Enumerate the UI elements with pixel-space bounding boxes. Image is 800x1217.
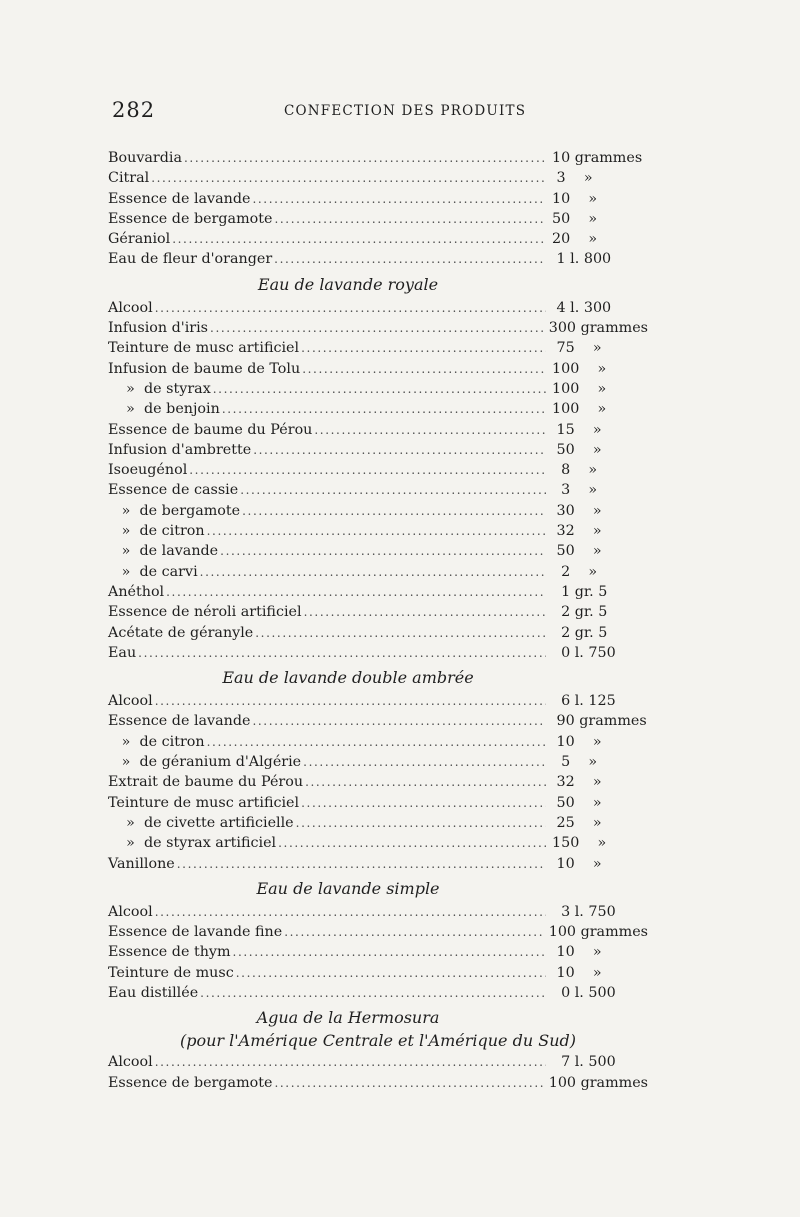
ingredient-quantity: 15 »	[552, 421, 602, 438]
ingredient-row	[108, 399, 648, 419]
dot-leader	[240, 480, 546, 500]
ingredient-name: Teinture de musc	[108, 964, 234, 981]
ingredient-quantity: 20 »	[552, 231, 598, 248]
ingredient-name: Infusion d'ambrette	[108, 441, 252, 458]
ingredient-row	[108, 379, 648, 399]
ingredient-quantity: 50 »	[552, 210, 598, 227]
ingredient-name: Acétate de géranyle	[108, 624, 254, 641]
ingredient-name: Essence de néroli artificiel	[108, 604, 302, 621]
ingredient-row	[108, 833, 648, 853]
ingredient-row	[108, 501, 648, 521]
ingredient-name: Essence de bergamote	[108, 210, 273, 227]
ingredient-name: Alcool	[108, 903, 153, 920]
ingredient-name: Vanillone	[108, 855, 175, 872]
dot-leader	[284, 922, 543, 942]
ingredient-quantity: 32 »	[552, 523, 602, 540]
recipe-title: Eau de lavande royale	[257, 274, 439, 294]
ingredient-quantity: 10 grammes	[552, 150, 643, 166]
ingredient-name: » de styrax	[108, 380, 211, 397]
ingredient-name: Alcool	[108, 299, 153, 316]
ingredient-row	[108, 541, 648, 561]
dot-leader	[236, 963, 546, 983]
ingredient-row	[108, 602, 648, 622]
ingredient-quantity: 50 »	[552, 794, 602, 811]
recipe-title: Eau de lavande simple	[256, 878, 440, 898]
ingredient-name: Géraniol	[108, 231, 171, 248]
ingredient-quantity: 10 »	[552, 944, 602, 961]
ingredient-quantity: 50 »	[552, 543, 602, 560]
recipe-list	[108, 148, 648, 1093]
dot-leader	[220, 541, 546, 561]
page-number: 282	[112, 98, 156, 122]
ingredient-quantity: 25 »	[552, 814, 602, 831]
ingredient-name: Essence de cassie	[108, 482, 239, 499]
ingredient-quantity: 300 grammes	[548, 320, 648, 337]
ingredient-name: » de carvi	[108, 563, 198, 580]
ingredient-name: Infusion de baume de Tolu	[108, 360, 301, 377]
ingredient-quantity: 100 grammes	[548, 924, 648, 941]
dot-leader	[151, 168, 546, 188]
ingredient-name: » de bergamote	[108, 502, 241, 519]
dot-leader	[155, 691, 546, 711]
dot-leader	[303, 752, 546, 772]
recipe-title: Eau de lavande double ambrée	[222, 668, 474, 688]
ingredient-name: Essence de bergamote	[108, 1074, 273, 1091]
ingredient-row	[108, 460, 648, 480]
ingredient-name: Alcool	[108, 1054, 153, 1071]
ingredient-row	[108, 318, 648, 338]
ingredient-quantity: 10 »	[552, 733, 602, 750]
dot-leader	[314, 420, 546, 440]
ingredient-name: Isoeugénol	[108, 462, 188, 479]
dot-leader	[274, 209, 546, 229]
dot-leader	[233, 942, 546, 962]
ingredient-name: Bouvardia	[108, 150, 183, 166]
ingredient-name: » de géranium d'Algérie	[108, 754, 302, 771]
ingredient-row	[108, 772, 648, 792]
ingredient-quantity: 2 gr. 5	[552, 624, 608, 641]
ingredient-name: » de civette artificielle	[108, 814, 294, 831]
dot-leader	[304, 602, 546, 622]
dot-leader	[274, 1073, 542, 1093]
ingredient-row	[108, 1052, 648, 1072]
dot-leader	[184, 148, 546, 168]
ingredient-row	[108, 249, 648, 269]
ingredient-row	[108, 902, 648, 922]
dot-leader	[210, 318, 543, 338]
dot-leader	[255, 623, 546, 643]
ingredient-name: Essence de lavande fine	[108, 924, 283, 941]
ingredient-name: Essence de baume du Pérou	[108, 421, 313, 438]
dot-leader	[155, 298, 546, 318]
recipe-title: Agua de la Hermosura	[256, 1008, 440, 1028]
ingredient-row	[108, 963, 648, 983]
ingredient-quantity: 8 »	[552, 462, 598, 479]
ingredient-quantity: 10 »	[552, 855, 602, 872]
ingredient-row	[108, 148, 648, 168]
dot-leader	[155, 1052, 546, 1072]
running-title: CONFECTION DES PRODUITS	[284, 103, 527, 119]
ingredient-row	[108, 623, 648, 643]
ingredient-quantity: 3 »	[552, 482, 598, 499]
dot-leader	[207, 732, 546, 752]
ingredient-name: Essence de thym	[108, 944, 231, 961]
ingredient-quantity: 1 gr. 5	[552, 583, 608, 600]
ingredient-quantity: 100 »	[552, 380, 607, 397]
ingredient-row	[108, 229, 648, 249]
ingredient-row	[108, 440, 648, 460]
ingredient-name: Infusion d'iris	[108, 320, 209, 337]
ingredient-name: Alcool	[108, 693, 153, 710]
dot-leader	[252, 189, 546, 209]
dot-leader	[301, 338, 546, 358]
ingredient-row	[108, 338, 648, 358]
ingredient-row	[108, 420, 648, 440]
ingredient-name: Anéthol	[108, 583, 165, 600]
ingredient-quantity: 2 gr. 5	[552, 604, 608, 621]
ingredient-quantity: 5 »	[552, 754, 598, 771]
ingredient-row	[108, 691, 648, 711]
ingredient-quantity: 6 l. 125	[552, 693, 616, 710]
ingredient-quantity: 7 l. 500	[552, 1054, 616, 1071]
ingredient-name: Teinture de musc artificiel	[108, 340, 300, 357]
dot-leader	[222, 399, 546, 419]
ingredient-row	[108, 521, 648, 541]
dot-leader	[274, 249, 546, 269]
ingredient-row	[108, 793, 648, 813]
ingredient-quantity: 1 l. 800	[552, 251, 612, 268]
ingredient-name: Teinture de musc artificiel	[108, 794, 300, 811]
ingredient-name: » de citron	[108, 523, 205, 540]
ingredient-row	[108, 168, 648, 188]
ingredient-name: Eau distillée	[108, 984, 199, 1001]
ingredient-quantity: 3 »	[552, 170, 593, 187]
dot-leader	[278, 833, 546, 853]
ingredient-name: » de citron	[108, 733, 205, 750]
ingredient-quantity: 32 »	[552, 774, 602, 791]
recipe-subtitle: (pour l'Amérique Centrale et l'Amérique du Sud)	[180, 1031, 576, 1051]
ingredient-name: » de styrax artificiel	[108, 835, 277, 852]
ingredient-row	[108, 942, 648, 962]
dot-leader	[305, 772, 546, 792]
ingredient-row	[108, 854, 648, 874]
ingredient-name: Eau de fleur d'oranger	[108, 251, 273, 268]
ingredient-row	[108, 643, 648, 663]
ingredient-quantity: 0 l. 750	[552, 644, 616, 661]
ingredient-quantity: 30 »	[552, 502, 602, 519]
ingredient-quantity: 0 l. 500	[552, 984, 616, 1001]
ingredient-quantity: 100 »	[552, 401, 607, 418]
ingredient-row	[108, 983, 648, 1003]
ingredient-row	[108, 922, 648, 942]
dot-leader	[200, 562, 546, 582]
dot-leader	[253, 440, 546, 460]
ingredient-name: » de benjoin	[108, 401, 220, 418]
dot-leader	[296, 813, 546, 833]
ingredient-name: Citral	[108, 170, 150, 187]
page-header	[112, 98, 644, 124]
ingredient-name: » de lavande	[108, 543, 219, 560]
ingredient-quantity: 90 grammes	[552, 713, 647, 730]
ingredient-name: Extrait de baume du Pérou	[108, 774, 304, 791]
ingredient-row	[108, 813, 648, 833]
dot-leader	[207, 521, 546, 541]
ingredient-quantity: 4 l. 300	[552, 299, 612, 316]
dot-leader	[242, 501, 546, 521]
ingredient-row	[108, 1073, 648, 1093]
ingredient-quantity: 10 »	[552, 964, 602, 981]
dot-leader	[177, 854, 546, 874]
ingredient-row	[108, 732, 648, 752]
dot-leader	[213, 379, 546, 399]
dot-leader	[200, 983, 546, 1003]
dot-leader	[138, 643, 546, 663]
ingredient-row	[108, 711, 648, 731]
ingredient-row	[108, 582, 648, 602]
ingredient-row	[108, 480, 648, 500]
ingredient-quantity: 75 »	[552, 340, 602, 357]
ingredient-row	[108, 209, 648, 229]
ingredient-quantity: 3 l. 750	[552, 903, 616, 920]
ingredient-name: Essence de lavande	[108, 190, 251, 207]
ingredient-quantity: 2 »	[552, 563, 598, 580]
dot-leader	[189, 460, 546, 480]
dot-leader	[302, 359, 546, 379]
ingredient-row	[108, 562, 648, 582]
dot-leader	[301, 793, 546, 813]
dot-leader	[155, 902, 546, 922]
ingredient-quantity: 100 grammes	[548, 1074, 648, 1091]
ingredient-name: Essence de lavande	[108, 713, 251, 730]
ingredient-quantity: 100 »	[552, 360, 607, 377]
dot-leader	[166, 582, 546, 602]
ingredient-row	[108, 298, 648, 318]
ingredient-quantity: 10 »	[552, 190, 598, 207]
ingredient-quantity: 150 »	[552, 835, 607, 852]
ingredient-row	[108, 359, 648, 379]
dot-leader	[172, 229, 546, 249]
ingredient-quantity: 50 »	[552, 441, 602, 458]
ingredient-name: Eau	[108, 644, 137, 661]
ingredient-row	[108, 189, 648, 209]
ingredient-row	[108, 752, 648, 772]
dot-leader	[252, 711, 546, 731]
